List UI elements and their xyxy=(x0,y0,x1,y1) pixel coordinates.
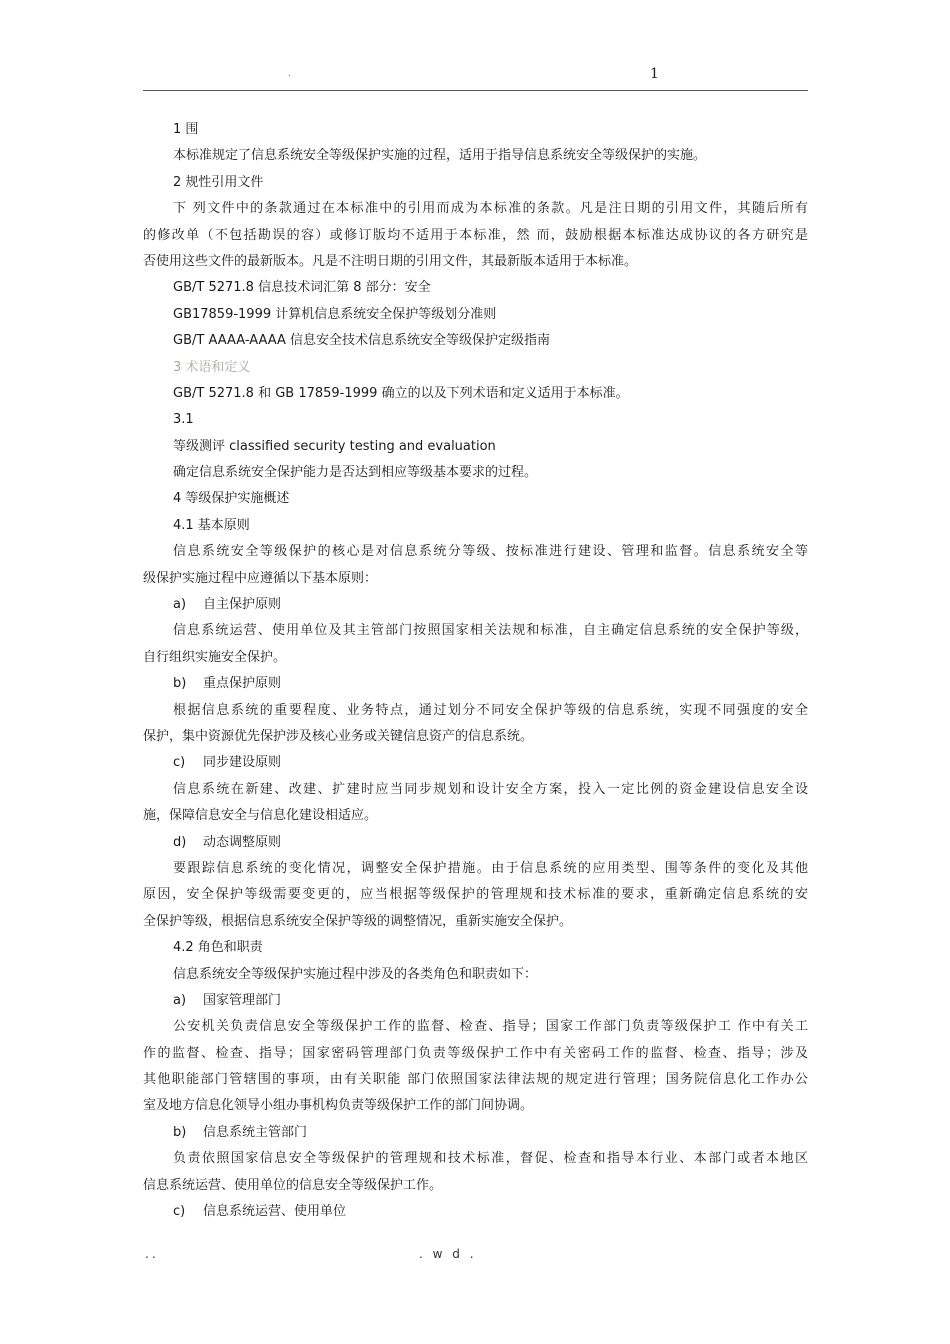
term-definition: 确定信息系统安全保护能力是否达到相应等级基本要求的过程。 xyxy=(173,465,538,481)
header-dot: . xyxy=(288,68,292,79)
section-heading: 1 围 xyxy=(173,122,199,137)
subsection-number: 3.1 xyxy=(173,412,194,428)
list-item-heading xyxy=(143,671,808,697)
paragraph-line: 自行组织实施安全保护。 xyxy=(143,649,287,665)
section-heading: 4 等级保护实施概述 xyxy=(173,491,290,507)
paragraph-line: 级保护实施过程中应遵循以下基本原则： xyxy=(143,570,378,586)
subsection-heading: 4.1 基本原则 xyxy=(173,517,250,533)
term-title: 等级测评 classified security testing and evaluation xyxy=(173,438,496,454)
paragraph-line: GB/T 5271.8 和 GB 17859-1999 确立的以及下列术语和定义适用于本标准。 xyxy=(173,385,629,401)
list-item-title: 自主保护原则 xyxy=(203,597,282,613)
page-header xyxy=(143,62,808,91)
paragraph-line: 全保护等级，根据信息系统安全保护等级的调整情况，重新实施安全保护。 xyxy=(143,913,573,929)
list-item-title: 国家管理部门 xyxy=(203,992,282,1008)
paragraph-line: 公安机关负责信息安全等级保护工作的监督、检查、指导；国家工作部门负责等级保护工 作中有关工 xyxy=(173,1019,808,1035)
list-item-heading xyxy=(143,830,808,856)
page-footer xyxy=(143,1247,808,1267)
paragraph-line: 信息系统运营、使用单位及其主管部门按照国家相关法规和标准，自主确定信息系统的安全保护等级， xyxy=(173,623,808,639)
paragraph-line: 否使用这些文件的最新版本。凡是不注明日期的引用文件，其最新版本适用于本标准。 xyxy=(143,253,638,269)
list-item-label: d) xyxy=(173,834,187,850)
list-item-title: 同步建设原则 xyxy=(203,755,282,771)
list-item-title: 信息系统运营、使用单位 xyxy=(203,1204,347,1220)
section-heading: 3 术语和定义 xyxy=(173,359,251,375)
paragraph-line: 信息系统安全等级保护实施过程中涉及的各类角色和职责如下： xyxy=(173,966,538,982)
list-item-heading xyxy=(143,1199,808,1225)
reference-item: GB17859-1999 计算机信息系统安全保护等级划分准则 xyxy=(173,306,497,322)
paragraph-line: 室及地方信息化领导小组办事机构负责等级保护工作的部门间协调。 xyxy=(143,1098,534,1114)
list-item-heading xyxy=(143,988,808,1014)
paragraph-line: 根据信息系统的重要程度、业务特点，通过划分不同安全保护等级的信息系统，实现不同强度的安全 xyxy=(173,702,808,718)
page-number: 1 xyxy=(650,66,659,82)
list-item-label: a) xyxy=(173,597,187,613)
list-item-title: 动态调整原则 xyxy=(203,834,282,850)
subsection-heading: 4.2 角色和职责 xyxy=(173,940,263,956)
list-item-heading xyxy=(143,1120,808,1146)
reference-item: GB/T AAAA-AAAA 信息安全技术信息系统安全等级保护定级指南 xyxy=(173,333,551,349)
paragraph-line: 信息系统安全等级保护的核心是对信息系统分等级、按标准进行建设、管理和监督。信息系统安全等 xyxy=(173,544,808,560)
list-item-heading xyxy=(143,750,808,776)
paragraph-line: 信息系统在新建、改建、扩建时应当同步规划和设计安全方案，投入一定比例的资金建设信息安全设 xyxy=(173,781,808,797)
list-item-heading xyxy=(143,592,808,618)
paragraph-line: 保护，集中资源优先保护涉及核心业务或关键信息资产的信息系统。 xyxy=(143,728,534,744)
reference-item: GB/T 5271.8 信息技术词汇第 8 部分：安全 xyxy=(173,280,431,296)
paragraph-line: 施，保障信息安全与信息化建设相适应。 xyxy=(143,808,378,824)
list-item-label: c) xyxy=(173,755,186,771)
list-item-label: a) xyxy=(173,992,187,1008)
paragraph-line: 要跟踪信息系统的变化情况，调整安全保护措施。由于信息系统的应用类型、围等条件的变化及其他 xyxy=(173,860,808,876)
footer-left-marks: .. xyxy=(145,1247,159,1261)
paragraph-line: 的修改单（不包括勘误的容）或修订版均不适用于本标准，然 而，鼓励根据本标准达成协议的各方研究是 xyxy=(143,227,808,243)
paragraph-line: 下 列文件中的条款通过在本标准中的引用而成为本标准的条款。凡是注日期的引用文件，其随后所有 xyxy=(173,201,808,217)
section-heading: 2 规性引用文件 xyxy=(173,174,264,190)
list-item-title: 重点保护原则 xyxy=(203,676,282,692)
paragraph-line: 信息系统运营、使用单位的信息安全等级保护工作。 xyxy=(143,1177,443,1193)
document-body xyxy=(143,117,808,1225)
paragraph-line: 作的监督、检查、指导；国家密码管理部门负责等级保护工作中有关密码工作的监督、检查、指导；涉及 xyxy=(143,1045,808,1061)
list-item-label: b) xyxy=(173,676,187,692)
list-item-title: 信息系统主管部门 xyxy=(203,1124,308,1140)
paragraph-line: 其他职能部门管辖围的事项，由有关职能 部门依照国家法律法规的规定进行管理；国务院信息化工作办公 xyxy=(143,1072,808,1088)
list-item-label: b) xyxy=(173,1124,187,1140)
paragraph-line: 本标准规定了信息系统安全等级保护实施的过程，适用于指导信息系统安全等级保护的实施。 xyxy=(173,148,707,164)
paragraph-line: 原因，安全保护等级需要变更的，应当根据等级保护的管理规和技术标准的要求，重新确定信息系统的安 xyxy=(143,887,808,903)
footer-watermark: . w d . xyxy=(419,1247,477,1261)
list-item-label: c) xyxy=(173,1204,186,1220)
paragraph-line: 负责依照国家信息安全等级保护的管理规和技术标准，督促、检查和指导本行业、本部门或者本地区 xyxy=(173,1151,808,1167)
